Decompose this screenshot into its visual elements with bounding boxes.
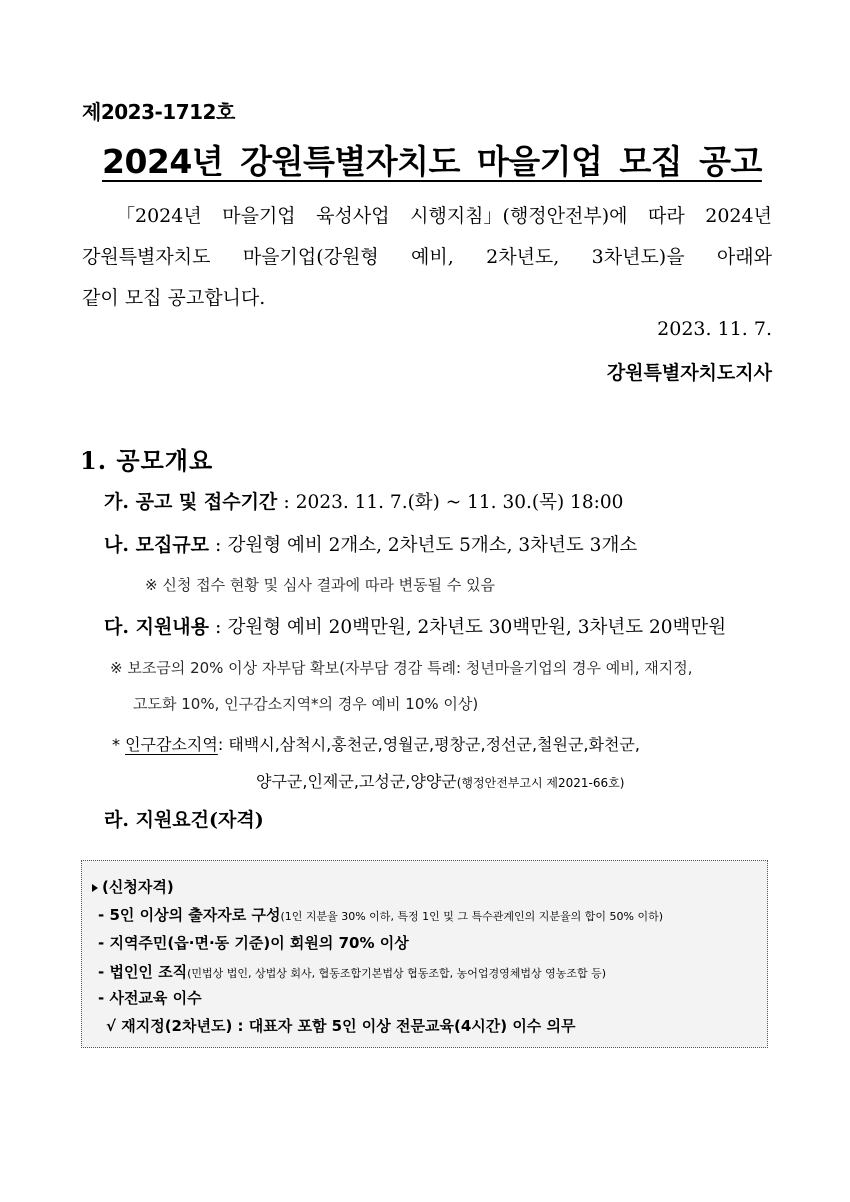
- announcement-date: 2023. 11. 7.: [657, 318, 772, 340]
- item-separator: :: [277, 491, 296, 513]
- item-head: 가. 공고 및 접수기간: [104, 491, 278, 513]
- triangle-bullet-icon: [92, 884, 98, 892]
- item-head: 나. 모집규모: [104, 534, 209, 556]
- requirements-box: [81, 860, 768, 1048]
- pop-label: 인구감소지역: [125, 735, 218, 754]
- intro-line-2: [82, 244, 772, 270]
- overview-item-period: [104, 487, 623, 514]
- intro-word: 시행지침」(행정안전부)에: [410, 205, 628, 227]
- box-heading-text: (신청자격): [102, 878, 174, 896]
- pop-regions: 양구군,인제군,고성군,양양군: [256, 772, 457, 791]
- intro-word: 강원특별자치도: [82, 246, 211, 268]
- intro-word: 따라: [648, 205, 685, 227]
- document-number: 제2023-1712호: [82, 100, 235, 124]
- requirement-main: - 5인 이상의 출자자로 구성: [98, 906, 281, 924]
- overview-item-scale: [104, 530, 637, 557]
- requirement-education: - 사전교육 이수: [98, 989, 202, 1007]
- intro-line-1: [82, 203, 772, 229]
- pop-colon: :: [217, 735, 229, 754]
- requirement-note: (민법상 법인, 상법상 회사, 협동조합기본법상 협동조합, 농어업경영체법상 영농조합 등): [187, 967, 607, 980]
- requirement-redesignation: √ 재지정(2차년도) : 대표자 포함 5인 이상 전문교육(4시간) 이수 의무: [106, 1017, 576, 1035]
- intro-word: 3차년도)을: [591, 246, 685, 268]
- item-head: 다. 지원내용: [104, 616, 209, 638]
- intro-word: 육성사업: [316, 205, 390, 227]
- section-heading: 1. 공모개요: [80, 446, 214, 475]
- item-head: 라. 지원요건(자격): [104, 809, 264, 831]
- pop-marker: *: [112, 735, 126, 754]
- intro-word: 「2024년: [116, 205, 202, 227]
- item-separator: :: [209, 616, 228, 638]
- box-heading: [92, 876, 174, 897]
- item-desc: 강원형 예비 2개소, 2차년도 5개소, 3차년도 3개소: [227, 535, 638, 556]
- intro-word: 2024년: [705, 205, 772, 227]
- requirement-corporation: [98, 961, 606, 982]
- intro-word: 마을기업(강원형: [242, 246, 379, 268]
- issuer-name: 강원특별자치도지사: [606, 362, 772, 384]
- item-desc: 2023. 11. 7.(화) ~ 11. 30.(목) 18:00: [295, 492, 624, 513]
- intro-word: 아래와: [716, 246, 772, 268]
- intro-word: 예비,: [411, 246, 454, 268]
- intro-word: 마을기업: [222, 205, 296, 227]
- requirement-main: - 법인인 조직: [98, 963, 188, 981]
- population-decline-line-2: [256, 769, 624, 792]
- note-change: ※ 신청 접수 현황 및 심사 결과에 따라 변동될 수 있음: [145, 576, 496, 594]
- intro-line-3: 같이 모집 공고합니다.: [82, 287, 266, 309]
- requirement-note: (1인 지분율 30% 이하, 특정 1인 및 그 특수관계인의 지분율의 합이 50% 이하): [280, 910, 664, 923]
- overview-item-support: [104, 612, 726, 639]
- overview-item-requirements: [104, 805, 264, 832]
- requirement-residents: - 지역주민(읍·면·동 기준)이 회원의 70% 이상: [98, 934, 409, 952]
- note-subsidy-line-2: 고도화 10%, 인구감소지역*의 경우 예비 10% 이상): [133, 695, 479, 713]
- requirement-investors: [98, 904, 663, 925]
- pop-regions: 태백시,삼척시,홍천군,영월군,평창군,정선군,철원군,화천군,: [228, 735, 640, 754]
- note-subsidy-line-1: ※ 보조금의 20% 이상 자부담 확보(자부담 경감 특례: 청년마을기업의 경우 예비, 재지정,: [110, 659, 693, 677]
- intro-word: 2차년도,: [486, 246, 560, 268]
- document-title: 2024년 강원특별자치도 마을기업 모집 공고: [102, 142, 762, 181]
- population-decline-line-1: [112, 732, 640, 755]
- pop-source: (행정안전부고시 제2021-66호): [456, 776, 625, 790]
- item-desc: 강원형 예비 20백만원, 2차년도 30백만원, 3차년도 20백만원: [227, 617, 727, 638]
- item-separator: :: [209, 534, 228, 556]
